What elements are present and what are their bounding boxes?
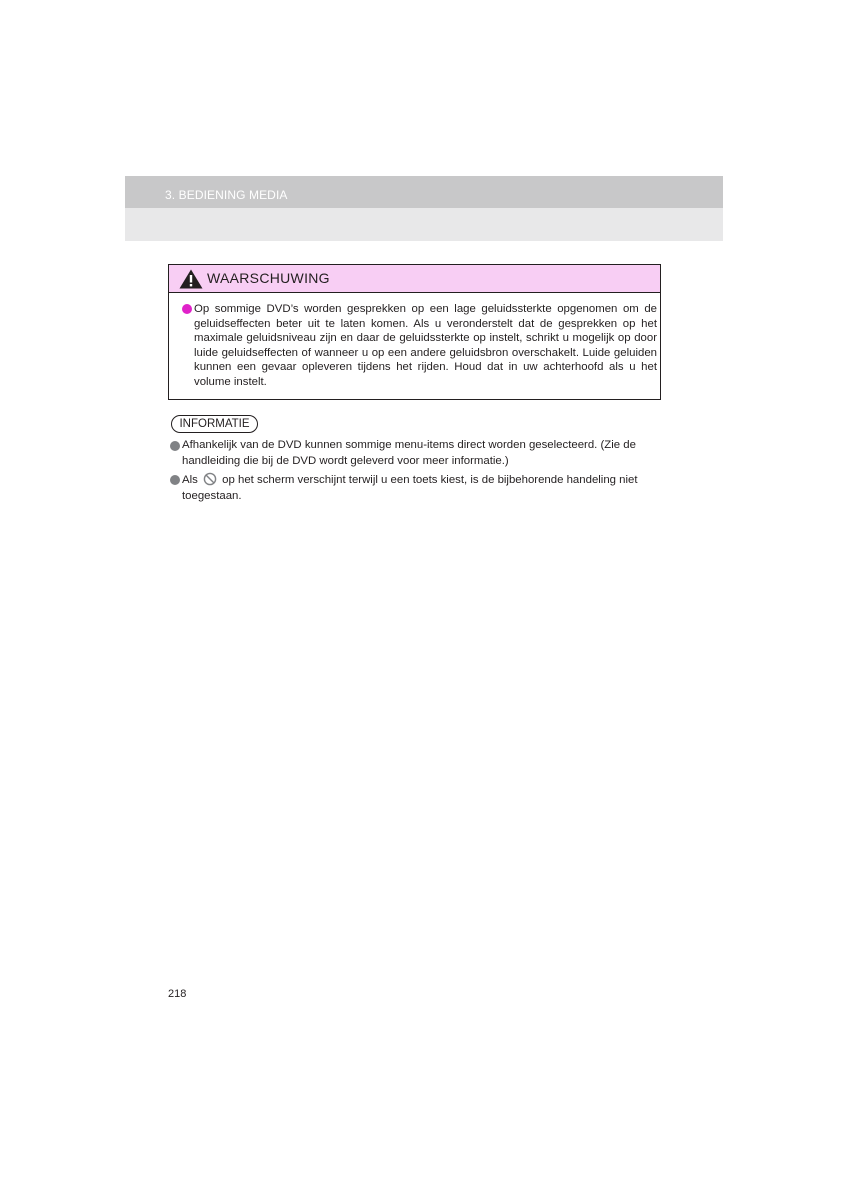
info-bullet [170,441,180,451]
info-list [170,438,660,507]
page-number: 218 [168,988,187,1000]
info-label: INFORMATIE [171,415,258,433]
info-item-text: Afhankelijk van de DVD kunnen sommige menu-items direct worden geselecteerd. (Zie de handleiding die bij de DVD wordt geleverd voor meer informatie.) [182,439,636,467]
info-item-text-before: Als [182,474,198,486]
info-bullet [170,475,180,485]
warning-box [168,264,661,400]
warning-triangle-icon [179,269,203,289]
warning-text: Op sommige DVD’s worden gesprekken op een lage geluidssterkte opgenomen om de geluidseffecten beter uit te laten komen. Als u veronderstelt dat de gesprekken op het maximale geluidsniveau zijn en daar de geluidssterkte op instelt, schrikt u mogelijk op door luide geluidseffecten of wanneer u op een andere geluidsbron overschakelt. Luide geluiden kunnen een gevaar opleveren tijdens het rijden. Houd dat in uw achterhoofd als u het volume instelt. [194,303,657,388]
info-item [170,438,660,469]
warning-header [169,265,660,293]
warning-title: WAARSCHUWING [207,270,330,286]
prohibited-icon [203,472,217,486]
info-item [170,472,660,504]
section-title: 3. BEDIENING MEDIA [165,188,288,202]
section-header-underbar [125,208,723,241]
warning-bullet [182,304,192,314]
warning-body [182,302,657,390]
info-item-text-after: op het scherm verschijnt terwijl u een toets kiest, is de bijbehorende handeling niet toegestaan. [182,474,638,502]
section-header-bar [125,176,723,208]
